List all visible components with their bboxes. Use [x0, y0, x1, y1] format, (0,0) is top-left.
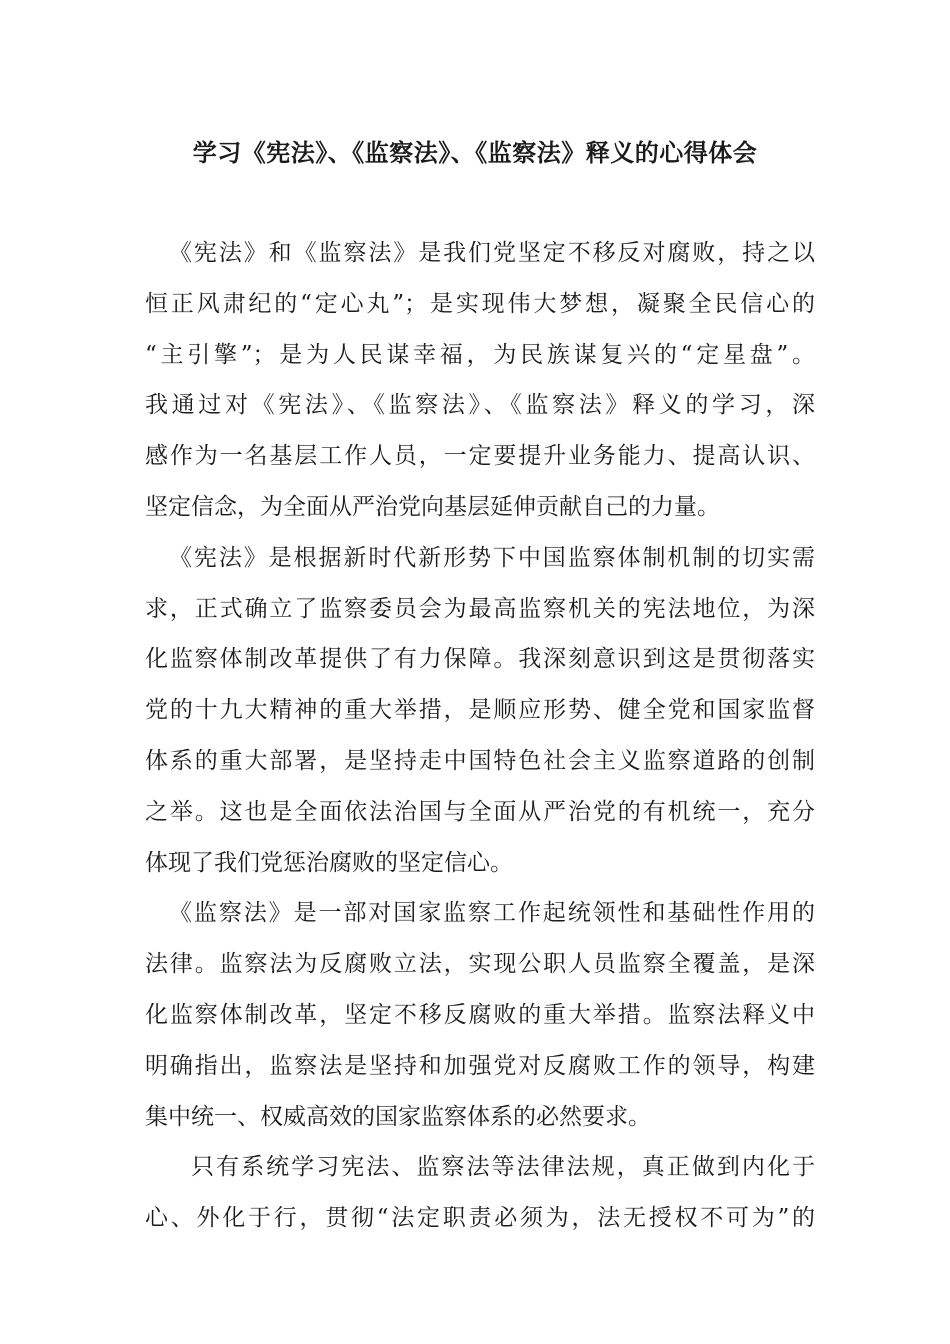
paragraph-1-line-3: “主引擎”；是为人民谋幸福，为民族谋复兴的“定星盘”。	[145, 341, 815, 368]
paragraph-3-line-1: 《监察法》是一部对国家监察工作起统领性和基础性作用的	[169, 900, 815, 927]
paragraph-2-line-2: 求，正式确立了监察委员会为最高监察机关的宪法地位，为深	[145, 595, 815, 622]
paragraph-1-line-5: 感作为一名基层工作人员，一定要提升业务能力、提高认识、	[145, 443, 815, 470]
paragraph-1-line-6: 坚定信念，为全面从严治党向基层延伸贡献自己的力量。	[145, 493, 720, 520]
paragraph-2-line-6: 之举。这也是全面依法治国与全面从严治党的有机统一，充分	[145, 798, 815, 825]
paragraph-3-line-2: 法律。监察法为反腐败立法，实现公职人员监察全覆盖，是深	[145, 951, 815, 978]
paragraph-1-line-2: 恒正风肃纪的“定心丸”；是实现伟大梦想，凝聚全民信心的	[145, 290, 815, 317]
paragraph-4-line-1: 只有系统学习宪法、监察法等法律法规，真正做到内化于	[191, 1154, 815, 1181]
paragraph-2-line-4: 党的十九大精神的重大举措，是顺应形势、健全党和国家监督	[145, 697, 815, 724]
paragraph-1-line-4: 我通过对《宪法》、《监察法》、《监察法》释义的学习，深	[145, 392, 815, 419]
paragraph-1-line-1: 《宪法》和《监察法》是我们党坚定不移反对腐败，持之以	[169, 240, 815, 266]
paragraph-2-line-1: 《宪法》是根据新时代新形势下中国监察体制机制的切实需	[169, 544, 815, 571]
document-body	[145, 228, 815, 1244]
paragraph-3-line-5: 集中统一、权威高效的国家监察体系的必然要求。	[145, 1103, 651, 1130]
paragraph-3-line-3: 化监察体制改革，坚定不移反腐败的重大举措。监察法释义中	[145, 1001, 815, 1028]
paragraph-4-line-2: 心、外化于行，贯彻“法定职责必须为，法无授权不可为”的	[145, 1205, 815, 1232]
paragraph-3-line-4: 明确指出，监察法是坚持和加强党对反腐败工作的领导，构建	[145, 1052, 815, 1079]
document-title: 学习《宪法》、《监察法》、《监察法》释义的心得体会	[192, 139, 758, 167]
paragraph-2-line-7: 体现了我们党惩治腐败的坚定信心。	[145, 849, 513, 876]
paragraph-2-line-5: 体系的重大部署，是坚持走中国特色社会主义监察道路的创制	[145, 747, 815, 774]
paragraph-2-line-3: 化监察体制改革提供了有力保障。我深刻意识到这是贯彻落实	[145, 646, 815, 673]
